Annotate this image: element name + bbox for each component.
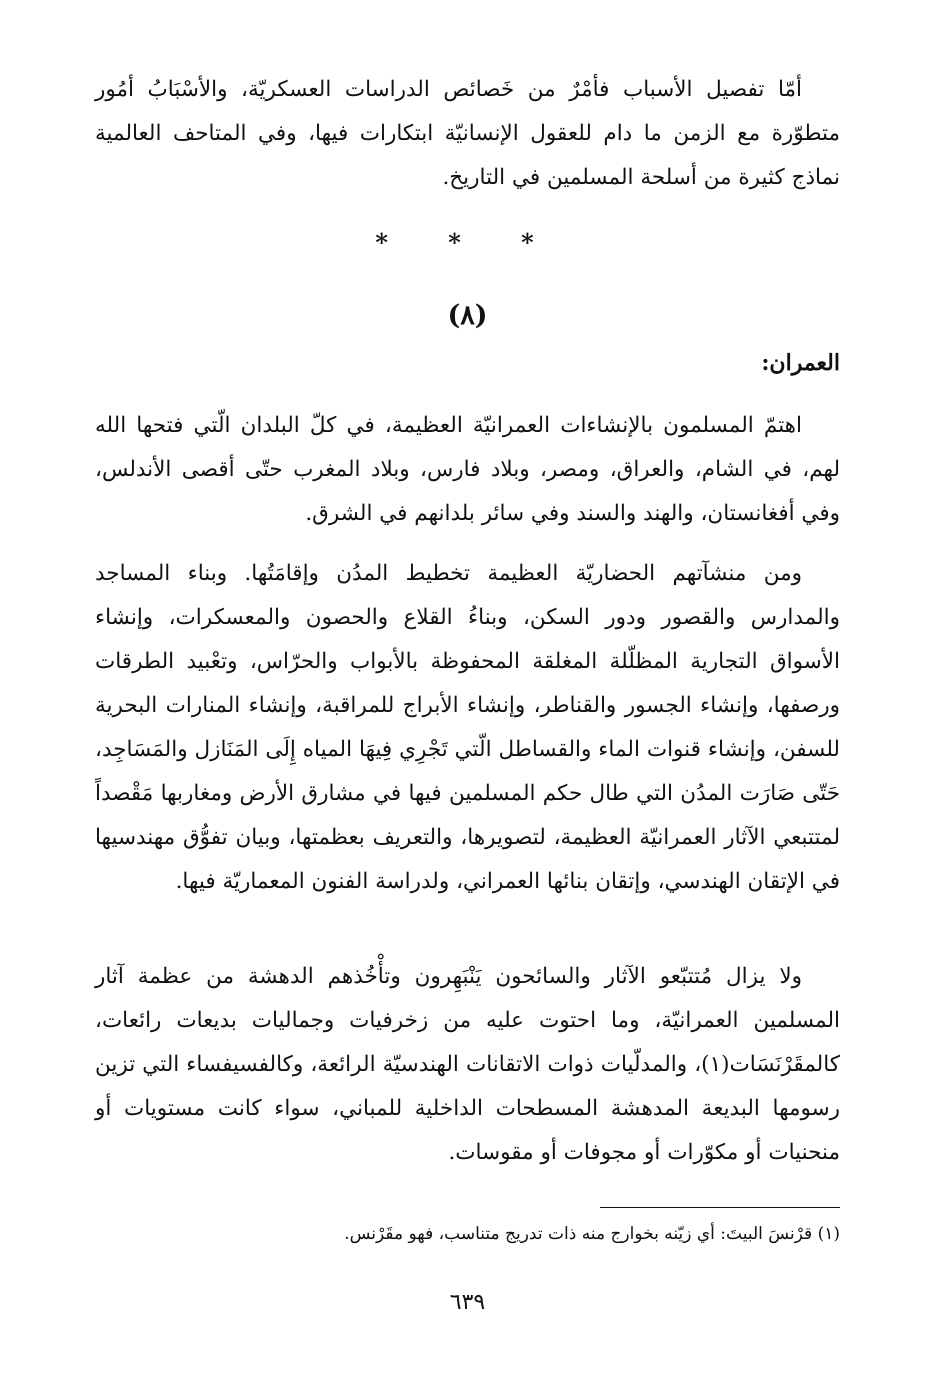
paragraph-1: اهتمّ المسلمون بالإنشاءات العمرانيّة العظيمة، في كلّ البلدان الّتي فتحها الله لهم، في الشام، والعراق، ومصر، وبلاد فارس، وبلاد المغرب حتّى أقصى الأندلس، وفي أفغانستان، والهند والسند وفي سائر بلدانهم في الشرق.	[95, 413, 840, 526]
footnote-divider	[600, 1207, 840, 1208]
section-number: (٨)	[447, 300, 488, 331]
paragraph-2: ومن منشآتهم الحضاريّة العظيمة تخطيط المدُن وإقامَتُها. وبناء المساجد والمدارس والقصور ودور السكن، وبناءُ القلاع والحصون والمعسكرات، وإنشاء الأسواق التجارية المظلّلة المغلقة المحفوظة بالأبواب والحرّاس، وتعْبيد الطرقات ورصفها، وإنشاء الجسور والقناطر، وإنشاء الأبراج للمراقبة، وإنشاء المنارات البحرية للسفن، وإنشاء قنوات الماء والقساطل الّتي تَجْرِي فِيهَا المياه إِلَى المَنَازل والمَسَاجِد، حَتّى صَارَت المدُن التي طال حكم المسلمين فيها في مشارق الأرض ومغاربها مَقْصداً لمتتبعي الآثار العمرانيّة العظيمة، لتصويرها، والتعريف بعظمتها، وبيان تفوُّق مهندسيها في الإتقان الهندسي، وإتقان بنائها العمراني، ولدراسة الفنون المعماريّة فيها.	[95, 561, 840, 894]
footnote: (١) قرْنسَ البيتَ: أي زيّنه بخوارج منه ذات تدريج متناسب، فهو مقَرْنس.	[344, 1224, 840, 1244]
section-separator: * * *	[375, 228, 560, 257]
intro-paragraph: أمّا تفصيل الأسباب فأمْرٌ من خَصائص الدراسات العسكريّة، والأسْبَابُ أمُور متطوّرة مع الزمن ما دام للعقول الإنسانيّة ابتكارات فيها، وفي المتاحف العالمية نماذج كثيرة من أسلحة المسلمين في التاريخ.	[95, 77, 840, 190]
section-heading: العمران:	[761, 350, 840, 376]
paragraph-3: ولا يزال مُتتبّعو الآثار والسائحون يَنْبَهِرون وتأْخُذهم الدهشة من عظمة آثار المسلمين العمرانيّة، وما احتوت عليه من زخرفيات وجماليات بديعات رائعات، كالمقَرْنَسَات(١)، والمدلّيات ذوات الاتقانات الهندسيّة الرائعة، وكالفسيفساء التي تزين رسومها البديعة المدهشة المسطحات الداخلية للمباني، سواء كانت مستويات أو منحنيات أو مكوّرات أو مجوفات أو مقوسات.	[95, 964, 840, 1165]
page-number: ٦٣٩	[449, 1290, 486, 1315]
